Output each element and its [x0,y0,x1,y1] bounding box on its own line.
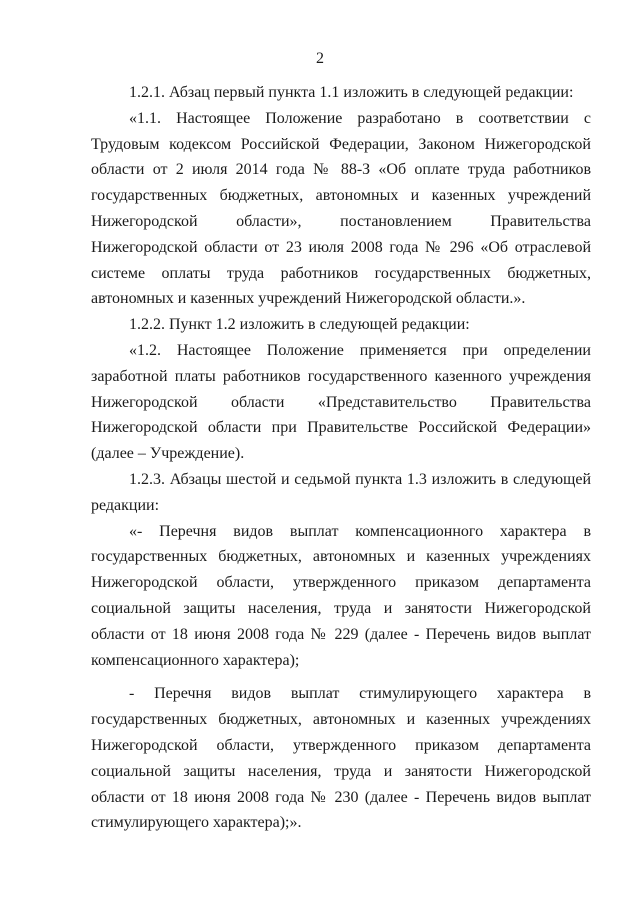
paragraph-1-2-2-heading: 1.2.2. Пункт 1.2 изложить в следующей редакции: [129,316,470,334]
list-item-compensation: «- Перечня видов выплат компенсационного характера в государственных бюджетных, автономных и казенных учреждениях Нижегородской области, утвержденного приказом департамента социальной защиты населения, труда и занятости Нижегородской области от 18 июня 2008 года № 229 (далее - Перечень видов выплат компенсационного характера); [91,522,591,669]
paragraph-1-2-text: «1.2. Настоящее Положение применяется при определении заработной платы работников государственного казенного учреждения Нижегородской области «Представительство Правительства Нижегородской области при Правительстве Российской Федерации» (далее – Учреждение). [91,341,591,463]
document-body [91,80,591,836]
paragraph-1-1-text: «1.1. Настоящее Положение разработано в соответствии с Трудовым кодексом Российской Федерации, Законом Нижегородской области от 2 июля 2014 года № 88-З «Об оплате труда работников государственных бюджетных, автономных и казенных учреждений Нижегородской области», постановлением Правительства Нижегородской области от 23 июля 2008 года № 296 «Об отраслевой системе оплаты труда работников государственных бюджетных, автономных и казенных учреждений Нижегородской области.». [91,109,591,308]
paragraph-1-2-1-heading: 1.2.1. Абзац первый пункта 1.1 изложить в следующей редакции: [129,84,574,101]
page-number: 2 [316,50,324,67]
paragraph-1-2-3-heading: 1.2.3. Абзацы шестой и седьмой пункта 1.3 изложить в следующей редакции: [91,470,591,514]
list-item-stimulating: - Перечня видов выплат стимулирующего характера в государственных бюджетных, автономных и казенных учреждениях Нижегородской области, утвержденного приказом департамента социальной защиты населения, труда и занятости Нижегородской области от 18 июня 2008 года № 230 (далее - Перечень видов выплат стимулирующего характера);». [91,685,591,832]
